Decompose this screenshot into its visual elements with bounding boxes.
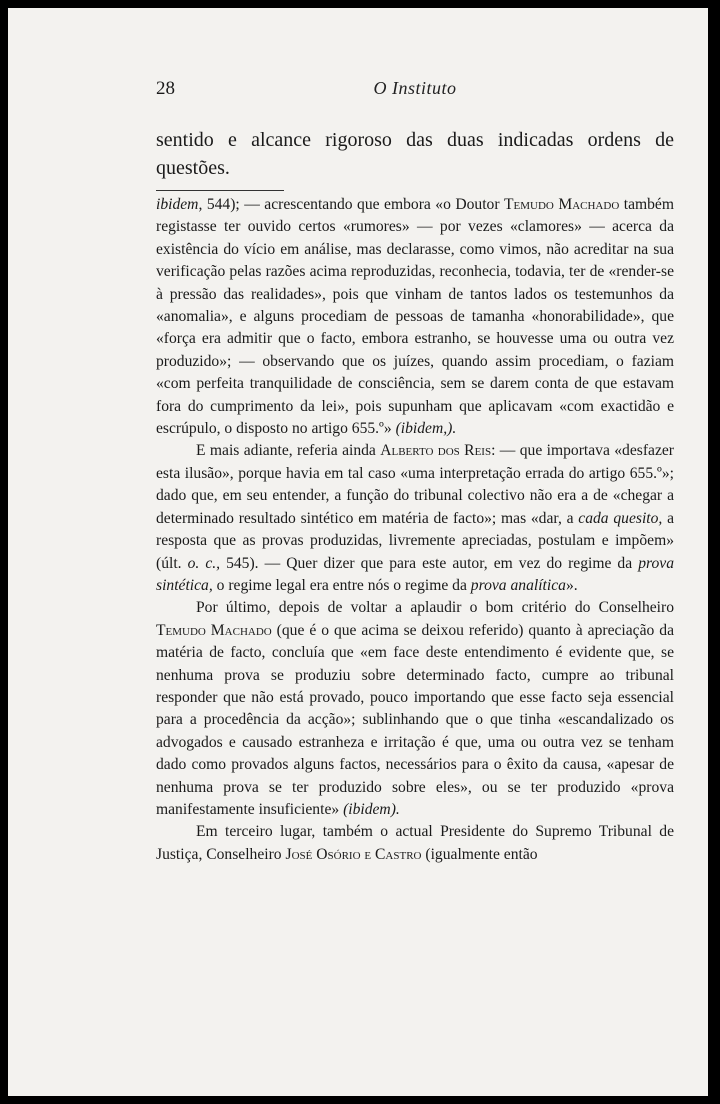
citation-op-cit: o. c., <box>187 554 221 572</box>
footnote-text: ». <box>565 576 578 594</box>
citation-ibidem: (ibidem,). <box>395 420 457 438</box>
footnote-paragraph-2 <box>156 440 674 597</box>
emphasis-text: prova sintética, <box>156 554 674 594</box>
author-name: Alberto dos Reis <box>380 442 492 460</box>
citation-ibidem: ibidem, <box>156 196 203 213</box>
author-name: José Osório e Castro <box>285 845 422 863</box>
footnote-text: a resposta que as provas produzidas, livremente apreciadas, postulam e impõem» (últ. <box>156 509 674 572</box>
footnote-separator <box>156 190 284 191</box>
footnote-paragraph-3 <box>156 597 674 821</box>
footnote-text: Por último, depois de voltar a aplaudir o bom critério do Conselheiro <box>196 599 674 617</box>
footnote-text: Em terceiro lugar, também o actual Presidente do Supremo Tribunal de Justiça, Conselheiro <box>156 823 674 863</box>
page-header <box>156 78 674 108</box>
footnote-paragraph-4 <box>156 821 674 866</box>
page-number: 28 <box>156 78 175 99</box>
footnote-text: também registasse ter ouvido certos «rumores» — por vezes «clamores» — acerca da existência do vício em análise, mas declarasse, como vimos, não acreditar na sua verificação pelas razões acima reproduzidas, reconhecia, todavia, ter de «render-se à pressão das realidades», pois que vinham de tantos lados os testemunhos da «anomalia», e alguns procediam de pessoas de tamanha «honorabilidade», que «força era admitir que o facto, embora estranho, se houvesse uma ou outra vez produzido»; — observando que os juízes, quando assim procediam, o faziam «com perfeita tranquilidade de consciência, sem se darem conta de que estavam fora do cumprimento da lei», pois supunham que aplicavam «com exactidão e escrúpulo, o disposto no artigo 655.º» <box>156 196 674 438</box>
author-name: Temudo Machado <box>156 621 272 639</box>
footnote-block <box>156 194 674 866</box>
footnote-text: (igualmente então <box>421 845 538 863</box>
footnote-text: E mais adiante, referia ainda <box>196 442 381 460</box>
footnote-paragraph-1 <box>156 194 674 440</box>
footnote-text: o regime legal era entre nós o regime da <box>212 576 471 594</box>
emphasis-text: cada quesito, <box>578 509 663 527</box>
author-name: Temudo Machado <box>504 196 620 213</box>
footnote-text: : — que importava «desfazer esta ilusão», porque havia em tal caso «uma interpretação errada do artigo 655.º»; dado que, em seu entender, a função do tribunal colectivo não era a de «chegar a determinado resultado sintético em matéria de facto»; mas «dar, a <box>156 442 674 527</box>
emphasis-text: prova analítica <box>470 576 566 594</box>
footnote-text: (que é o que acima se deixou referido) quanto à apreciação da matéria de facto, concluía que «em face deste entendimento é evidente que, se nenhuma prova se produziu sobre determinado facto, cumpre ao tribunal responder que não está provado, pouco importando que esse facto seja essencial para a procedência da acção»; sublinhando que o que tinha «escandalizado os advogados e causado estranheza e irritação é que, uma ou outra vez se tenham dado como provados alguns factos, necessários para o êxito da causa, «apesar de nenhuma prova se ter produzido sobre eles», ou se ter produzido «prova manifestamente insuficiente» <box>156 621 674 818</box>
footnote-text: 545). — Quer dizer que para este autor, em vez do regime da <box>220 554 639 572</box>
document-page <box>8 8 708 1096</box>
running-title: O Instituto <box>373 78 457 98</box>
footnote-text: 544); — acrescentando que embora «o Doutor <box>202 196 505 213</box>
citation-ibidem: (ibidem). <box>343 800 400 818</box>
main-text-paragraph: sentido e alcance rigoroso das duas indicadas ordens de questões. <box>156 129 674 179</box>
